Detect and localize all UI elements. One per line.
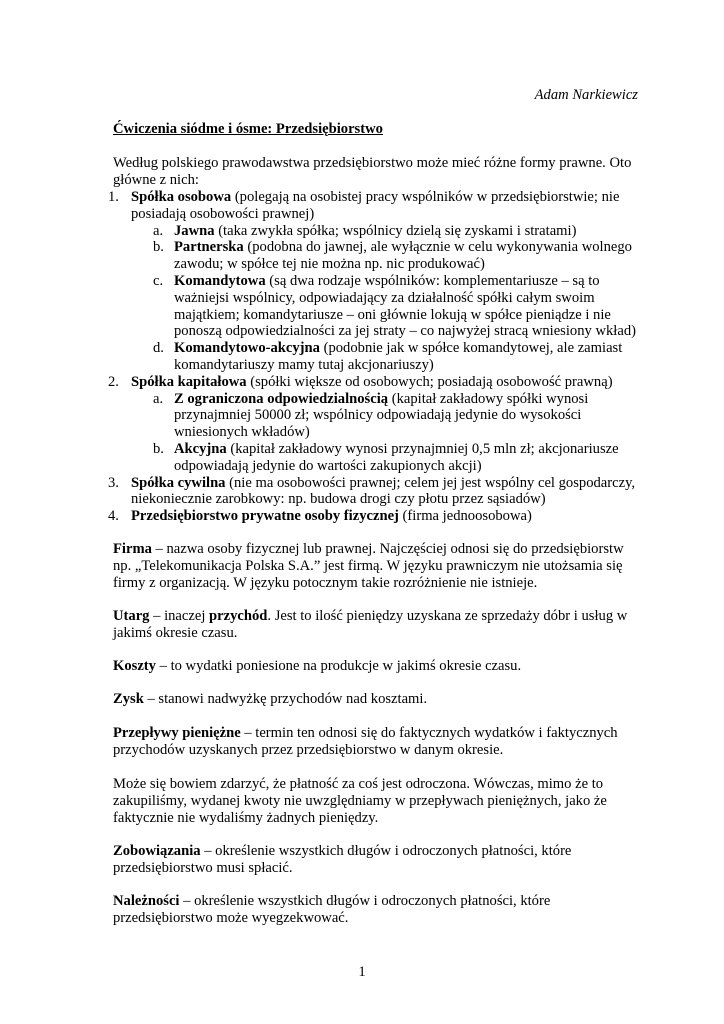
paragraph-odroczenie bbox=[113, 776, 638, 826]
list-item-text: (firma jednoosobowa) bbox=[398, 508, 532, 525]
paragraph-przeplywy bbox=[113, 725, 638, 759]
sub-list-item bbox=[113, 441, 638, 475]
paragraph-utarg bbox=[113, 608, 638, 642]
sub-item-text: (kapitał zakładowy wynosi przynajmniej 0,5 mln zł; akcjonariusze odpowiadają jedynie do wartości zakupionych akcji) bbox=[174, 440, 619, 474]
term: Zysk bbox=[113, 691, 144, 707]
definition: – określenie wszystkich długów i odroczonych płatności, które przedsiębiorstwo musi spłacić. bbox=[113, 843, 572, 876]
definition: – stanowi nadwyżkę przychodów nad kosztami. bbox=[143, 691, 428, 707]
term-secondary: przychód bbox=[209, 608, 268, 624]
sub-item-term: Partnerska bbox=[174, 239, 244, 256]
paragraph-firma bbox=[113, 541, 638, 591]
list-item-text: (nie ma osobowości prawnej; celem jej jest wspólny cel gospodarczy, niekoniecznie zarobkowy: np. budowa drogi czy płotu przez sąsiadów) bbox=[131, 474, 636, 508]
sub-item-letter: a. bbox=[153, 222, 164, 239]
definition: – nazwa osoby fizycznej lub prawnej. Najczęściej odnosi się do przedsiębiorstw np. „Telekomunikacja Polska S.A.” jest firmą. W języku prawniczym nie utożsamia się firmy z organizacją. W języku potocznym takie rozróżnienie nie istnieje. bbox=[113, 541, 624, 591]
sub-list-item bbox=[113, 239, 638, 273]
list-item bbox=[108, 189, 638, 223]
sub-item-term: Akcyjna bbox=[174, 440, 227, 457]
definition: – określenie wszystkich długów i odroczonych płatności, które przedsiębiorstwo może wyegzekwować. bbox=[113, 893, 551, 926]
legal-forms-list bbox=[108, 189, 638, 525]
list-item-number: 2. bbox=[108, 373, 119, 390]
sub-item-letter: b. bbox=[153, 440, 164, 457]
sub-item-letter: b. bbox=[153, 239, 164, 256]
sub-item-term: Z ograniczona odpowiedzialnością bbox=[174, 390, 389, 407]
list-item-term: Spółka osobowa bbox=[131, 189, 232, 205]
page-number: 1 bbox=[358, 964, 366, 980]
sub-list-item bbox=[113, 223, 638, 240]
list-item-text: (polegają na osobistej pracy wspólników w przedsiębiorstwie; nie posiadają osobowości prawnej) bbox=[131, 189, 620, 222]
paragraph-koszty bbox=[113, 658, 638, 675]
sub-item-term: Jawna bbox=[174, 222, 215, 239]
term: Koszty bbox=[113, 658, 156, 674]
document-title: Ćwiczenia siódme i ósme: Przedsiębiorstwo bbox=[113, 121, 383, 137]
paragraph-naleznosci bbox=[113, 893, 638, 927]
sub-item-term: Komandytowo-akcyjna bbox=[174, 340, 320, 357]
sub-list-item bbox=[113, 340, 638, 374]
paragraph-zysk bbox=[113, 691, 638, 708]
term: Firma bbox=[113, 541, 152, 557]
sub-item-letter: d. bbox=[153, 340, 164, 357]
list-item-term: Spółka cywilna bbox=[131, 474, 226, 491]
definition: . Jest to ilość pieniędzy uzyskana ze sprzedaży dóbr i usług w jakimś okresie czasu. bbox=[113, 608, 628, 641]
body-text: Może się bowiem zdarzyć, że płatność za coś jest odroczona. Wówczas, mimo że to zakupiliśmy, wydanej kwoty nie uwzględniamy w przepływach pieniężnych, jako że faktycznie nie wydaliśmy żadnych pieniędzy. bbox=[113, 776, 607, 826]
sub-item-text: (podobna do jawnej, ale wyłącznie w celu wykonywania wolnego zawodu; w spółce tej nie można np. nic produkować) bbox=[174, 239, 632, 273]
list-item-term: Przedsiębiorstwo prywatne osoby fizycznej bbox=[131, 508, 399, 525]
sub-item-letter: c. bbox=[153, 272, 164, 289]
sub-item-text: (podobnie jak w spółce komandytowej, ale zamiast komandytariuszy mamy tutaj akcjonariuszy) bbox=[174, 340, 623, 373]
paragraph-zobowiazania bbox=[113, 843, 638, 877]
list-item-text: (spółki większe od osobowych; posiadają osobowość prawną) bbox=[246, 373, 613, 390]
term: Zobowiązania bbox=[113, 843, 201, 859]
definition: – termin ten odnosi się do faktycznych wydatków i faktycznych przychodów uzyskanych przez przedsiębiorstwo w danym okresie. bbox=[113, 725, 618, 758]
sub-item-text: (są dwa rodzaje wspólników: komplementariusze – są to ważniejsi wspólnicy, odpowiadający za działalność spółki całym swoim majątkiem; komandytariusze – oni głównie lokują w spółce pieniądze i nie ponoszą odpowiedzialności za jej straty – co najwyżej stracą wniesiony wkład) bbox=[174, 272, 636, 340]
list-item-number: 3. bbox=[108, 474, 119, 491]
term: Przepływy pieniężne bbox=[113, 725, 241, 741]
list-item-number: 1. bbox=[108, 189, 119, 205]
sub-list-item bbox=[113, 391, 638, 441]
list-item-term: Spółka kapitałowa bbox=[131, 373, 247, 390]
definition: – to wydatki poniesione na produkcje w jakimś okresie czasu. bbox=[155, 658, 522, 674]
sub-item-letter: a. bbox=[153, 390, 164, 407]
list-item bbox=[108, 474, 638, 509]
list-item bbox=[108, 508, 638, 525]
list-item bbox=[108, 373, 638, 391]
sub-item-term: Komandytowa bbox=[174, 272, 266, 289]
term: Należności bbox=[113, 893, 180, 909]
sub-list-item bbox=[113, 273, 638, 340]
definition-part: – inaczej bbox=[149, 608, 210, 624]
sub-item-text: (kapitał zakładowy spółki wynosi przynajmniej 50000 zł; wspólnicy odpowiadają jedynie do wysokości wniesionych wkładów) bbox=[174, 390, 589, 441]
list-item-number: 4. bbox=[108, 508, 119, 525]
intro-paragraph: Według polskiego prawodawstwa przedsiębiorstwo może mieć różne formy prawne. Oto główne z nich: bbox=[113, 155, 632, 188]
term: Utarg bbox=[113, 608, 150, 624]
author-name: Adam Narkiewicz bbox=[534, 87, 638, 103]
sub-item-text: (taka zwykła spółka; wspólnicy dzielą się zyskami i stratami) bbox=[214, 222, 577, 239]
